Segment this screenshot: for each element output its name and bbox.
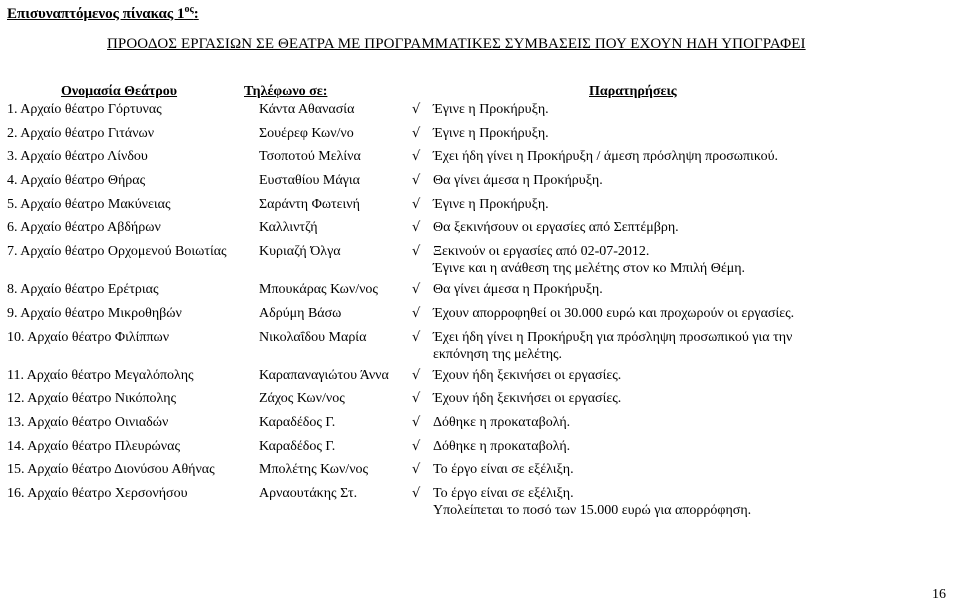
remarks-line-1: Θα γίνει άμεσα η Προκήρυξη. xyxy=(433,282,603,298)
table-row xyxy=(0,367,960,391)
contact-person: Καραδέδος Γ. xyxy=(259,438,336,454)
remarks-line-1: Έχει ήδη γίνει η Προκήρυξη / άμεση πρόσληψη προσωπικού. xyxy=(433,149,778,165)
table-row xyxy=(0,485,960,523)
remarks-line-1: Έγινε η Προκήρυξη. xyxy=(433,102,549,117)
remarks-line-1: Έγινε η Προκήρυξη. xyxy=(433,196,549,212)
remarks-line-1: Έχουν ήδη ξεκινήσει οι εργασίες. xyxy=(433,391,622,407)
table-row xyxy=(0,148,960,172)
check-mark-icon: √ xyxy=(412,305,421,321)
remarks-line-1: Θα ξεκινήσουν οι εργασίες από Σεπτέμβρη. xyxy=(433,220,679,236)
table-row xyxy=(0,414,960,438)
theatre-name: 1. Αρχαίο θέατρο Γόρτυνας xyxy=(7,102,162,117)
table-row xyxy=(0,438,960,462)
check-mark-icon: √ xyxy=(412,414,421,430)
contact-person: Κάντα Αθανασία xyxy=(259,102,355,117)
check-mark-icon: √ xyxy=(412,391,421,407)
remarks xyxy=(433,172,603,189)
check-mark-icon: √ xyxy=(412,149,421,165)
check-mark-icon: √ xyxy=(412,367,421,383)
remarks xyxy=(433,461,574,478)
theatre-name: 2. Αρχαίο θέατρο Γιτάνων xyxy=(7,125,155,141)
contact-person: Καραδέδος Γ. xyxy=(259,414,336,430)
remarks-line-1: Ξεκινούν οι εργασίες από 02-07-2012. xyxy=(433,244,650,260)
remarks-line-1: Θα γίνει άμεσα η Προκήρυξη. xyxy=(433,173,603,189)
theatre-name: 15. Αρχαίο θέατρο Διονύσου Αθήνας xyxy=(7,462,215,478)
remarks xyxy=(433,196,549,213)
theatre-name: 12. Αρχαίο θέατρο Νικόπολης xyxy=(7,391,177,407)
header-theatre-name: Ονομασία Θεάτρου xyxy=(61,84,178,99)
remarks-line-2: Έγινε και η ανάθεση της μελέτης στον κο Μπιλή Θέμη. xyxy=(433,261,746,277)
check-mark-icon: √ xyxy=(412,329,421,345)
attachment-heading: Επισυναπτόμενος πίνακας $1^{o\varsigma}$: xyxy=(7,4,199,22)
theatre-name: 7. Αρχαίο θέατρο Ορχομενού Βοιωτίας xyxy=(7,244,227,260)
contact-person: Καραπαναγιώτου Άννα xyxy=(259,367,389,383)
table-row xyxy=(0,243,960,281)
remarks-line-2: εκπόνηση της μελέτης. xyxy=(433,346,563,362)
contact-person: Σαράντη Φωτεινή xyxy=(259,196,360,212)
remarks-line-1: Έχει ήδη γίνει η Προκήρυξη για πρόσληψη προσωπικού για την xyxy=(433,329,793,345)
theatre-name: 13. Αρχαίο θέατρο Οινιαδών xyxy=(7,414,169,430)
remarks-line-1: Έγινε η Προκήρυξη. xyxy=(433,125,549,141)
remarks xyxy=(433,281,603,298)
theatre-name: 3. Αρχαίο θέατρο Λίνδου xyxy=(7,149,148,165)
remarks-line-1: Δόθηκε η προκαταβολή. xyxy=(433,414,571,430)
remarks-line-1: Έχουν ήδη ξεκινήσει οι εργασίες. xyxy=(433,367,622,383)
remarks-line-1: Δόθηκε η προκαταβολή. xyxy=(433,438,571,454)
theatres-table xyxy=(0,84,960,523)
remarks-line-1: Το έργο είναι σε εξέλιξη. xyxy=(433,462,574,478)
table-row xyxy=(0,390,960,414)
table-row xyxy=(0,461,960,485)
theatre-name: 11. Αρχαίο θέατρο Μεγαλόπολης xyxy=(7,367,194,383)
theatre-name: 10. Αρχαίο θέατρο Φιλίππων xyxy=(7,329,170,345)
remarks xyxy=(433,243,745,277)
page-number: 16 xyxy=(932,587,946,602)
contact-person: Αδρύμη Βάσω xyxy=(259,305,342,321)
check-mark-icon: √ xyxy=(412,220,421,236)
table-row xyxy=(0,196,960,220)
theatre-name: 14. Αρχαίο θέατρο Πλευρώνας xyxy=(7,438,180,454)
header-notes: Παρατηρήσεις xyxy=(589,84,677,99)
remarks xyxy=(433,438,570,455)
remarks xyxy=(433,414,570,431)
theatre-name: 9. Αρχαίο θέατρο Μικροθηβών xyxy=(7,305,182,321)
remarks xyxy=(433,219,679,236)
table-row xyxy=(0,101,960,125)
contact-person: Καλλιντζή xyxy=(259,220,318,236)
contact-person: Ζάχος Κων/νος xyxy=(259,391,345,407)
theatre-name: 5. Αρχαίο θέατρο Μακύνειας xyxy=(7,196,171,212)
check-mark-icon: √ xyxy=(412,282,421,298)
theatre-name: 6. Αρχαίο θέατρο Αβδήρων xyxy=(7,220,161,236)
remarks xyxy=(433,125,549,142)
check-mark-icon: √ xyxy=(412,462,421,478)
theatre-name: 8. Αρχαίο θέατρο Ερέτριας xyxy=(7,282,159,298)
header-phone: Τηλέφωνο σε: xyxy=(244,84,328,99)
remarks xyxy=(433,148,778,165)
remarks-line-2: Υπολείπεται το ποσό των 15.000 ευρώ για απορρόφηση. xyxy=(433,502,752,518)
remarks xyxy=(433,367,621,384)
contact-person: Σουέρεφ Κων/νο xyxy=(259,125,354,141)
table-row xyxy=(0,219,960,243)
remarks xyxy=(433,329,792,363)
contact-person: Μπουκάρας Κων/νος xyxy=(259,282,378,298)
contact-person: Νικολαΐδου Μαρία xyxy=(259,329,367,345)
table-header xyxy=(0,84,960,101)
remarks-line-1: Έχουν απορροφηθεί οι 30.000 ευρώ και προχωρούν οι εργασίες. xyxy=(433,305,795,321)
remarks-line-1: Το έργο είναι σε εξέλιξη. xyxy=(433,485,574,501)
remarks xyxy=(433,305,794,322)
theatre-name: 16. Αρχαίο θέατρο Χερσονήσου xyxy=(7,485,188,501)
remarks xyxy=(433,485,751,519)
table-row xyxy=(0,329,960,367)
table-row xyxy=(0,281,960,305)
contact-person: Ευσταθίου Μάγια xyxy=(259,173,360,189)
check-mark-icon: √ xyxy=(412,125,421,141)
contact-person: Μπολέτης Κων/νος xyxy=(259,462,369,478)
document-subtitle: ΠΡΟΟΔΟΣ ΕΡΓΑΣΙΩΝ ΣΕ ΘΕΑΤΡΑ ΜΕ ΠΡΟΓΡΑΜΜΑΤΙΚΕΣ ΣΥΜΒΑΣΕΙΣ ΠΟΥ ΕΧΟΥΝ ΗΔΗ ΥΠΟΓΡΑΦΕΙ xyxy=(107,36,806,52)
check-mark-icon: √ xyxy=(412,438,421,454)
check-mark-icon: √ xyxy=(412,485,421,501)
contact-person: Τσοποτού Μελίνα xyxy=(259,149,361,165)
table-row xyxy=(0,172,960,196)
check-mark-icon: √ xyxy=(412,244,421,260)
check-mark-icon: √ xyxy=(412,173,421,189)
contact-person: Κυριαζή Όλγα xyxy=(259,244,341,260)
contact-person: Αρναουτάκης Στ. xyxy=(259,485,358,501)
check-mark-icon: √ xyxy=(412,102,421,117)
theatre-name: 4. Αρχαίο θέατρο Θήρας xyxy=(7,173,146,189)
check-mark-icon: √ xyxy=(412,196,421,212)
remarks xyxy=(433,101,549,118)
table-body xyxy=(0,101,960,523)
remarks xyxy=(433,390,621,407)
table-row xyxy=(0,125,960,149)
table-row xyxy=(0,305,960,329)
